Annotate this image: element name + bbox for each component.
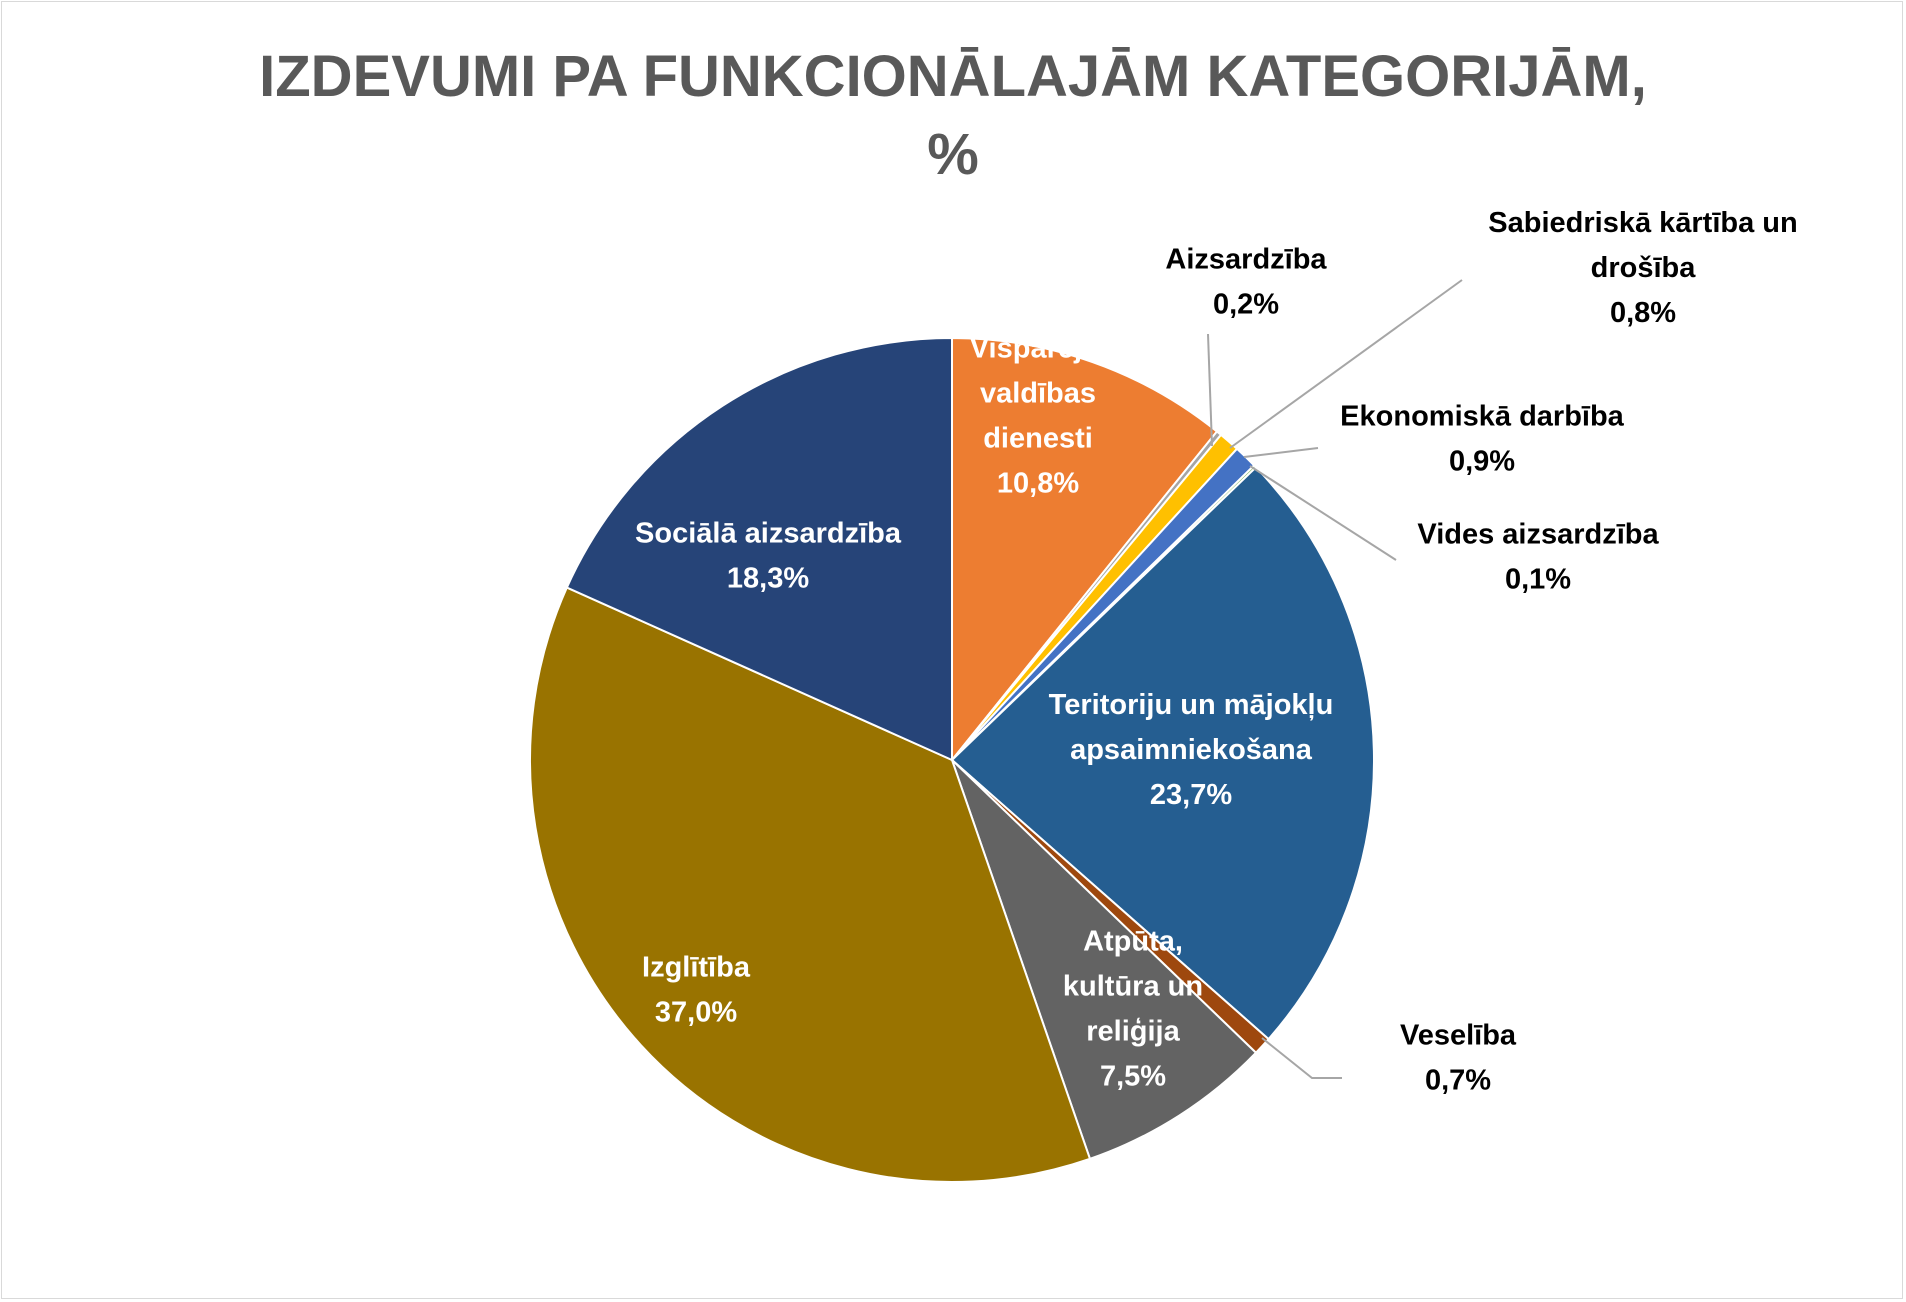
- slice-name-label: kultūra un: [1062, 970, 1204, 1003]
- slice-name-label: valdības: [979, 377, 1097, 410]
- leader-line: [1244, 448, 1318, 457]
- slice-name-label: Izglītība: [642, 951, 750, 984]
- slice-name-label: Vispārējie: [969, 332, 1107, 365]
- slice-value-label: 37,0%: [654, 996, 738, 1029]
- slice-name-label: drošība: [1590, 252, 1696, 284]
- slice-name-label: Vides aizsardzība: [1417, 518, 1659, 551]
- slice-label: [1165, 244, 1327, 321]
- slice-name-label: Veselība: [1399, 1019, 1517, 1052]
- chart-title-line-1: IZDEVUMI PA FUNKCIONĀLAJĀM KATEGORIJĀM,: [259, 44, 1647, 109]
- slice-label: [1488, 207, 1797, 329]
- slice-value-label: 23,7%: [1149, 779, 1233, 811]
- slice-name-label: Sabiedriskā kārtība un: [1488, 207, 1798, 239]
- slice-name-label: Teritoriju un mājokļu: [1048, 689, 1334, 721]
- slice-name-label: Atpūta,: [1083, 925, 1183, 958]
- chart-title-line-2: %: [927, 122, 979, 187]
- slice-value-label: 0,9%: [1448, 445, 1516, 478]
- slice-label: [1340, 401, 1625, 478]
- leader-line: [1262, 1038, 1342, 1078]
- slice-name-label: apsaimniekošana: [1070, 734, 1312, 766]
- slice-value-label: 18,3%: [726, 562, 810, 595]
- slice-value-label: 0,8%: [1609, 297, 1677, 329]
- slice-value-label: 10,8%: [996, 467, 1080, 500]
- slice-value-label: 0,1%: [1504, 563, 1572, 596]
- slice-label: [1400, 1020, 1517, 1097]
- slice-value-label: 0,2%: [1212, 288, 1280, 321]
- slice-name-label: reliģija: [1086, 1015, 1180, 1048]
- slice-name-label: Ekonomiskā darbība: [1340, 400, 1624, 433]
- slice-label: [1417, 519, 1659, 596]
- slice-name-label: dienesti: [983, 422, 1093, 455]
- slice-value-label: 7,5%: [1099, 1060, 1167, 1093]
- slice-name-label: Aizsardzība: [1165, 243, 1327, 276]
- slice-name-label: Sociālā aizsardzība: [635, 517, 901, 550]
- slice-value-label: 0,7%: [1424, 1064, 1492, 1097]
